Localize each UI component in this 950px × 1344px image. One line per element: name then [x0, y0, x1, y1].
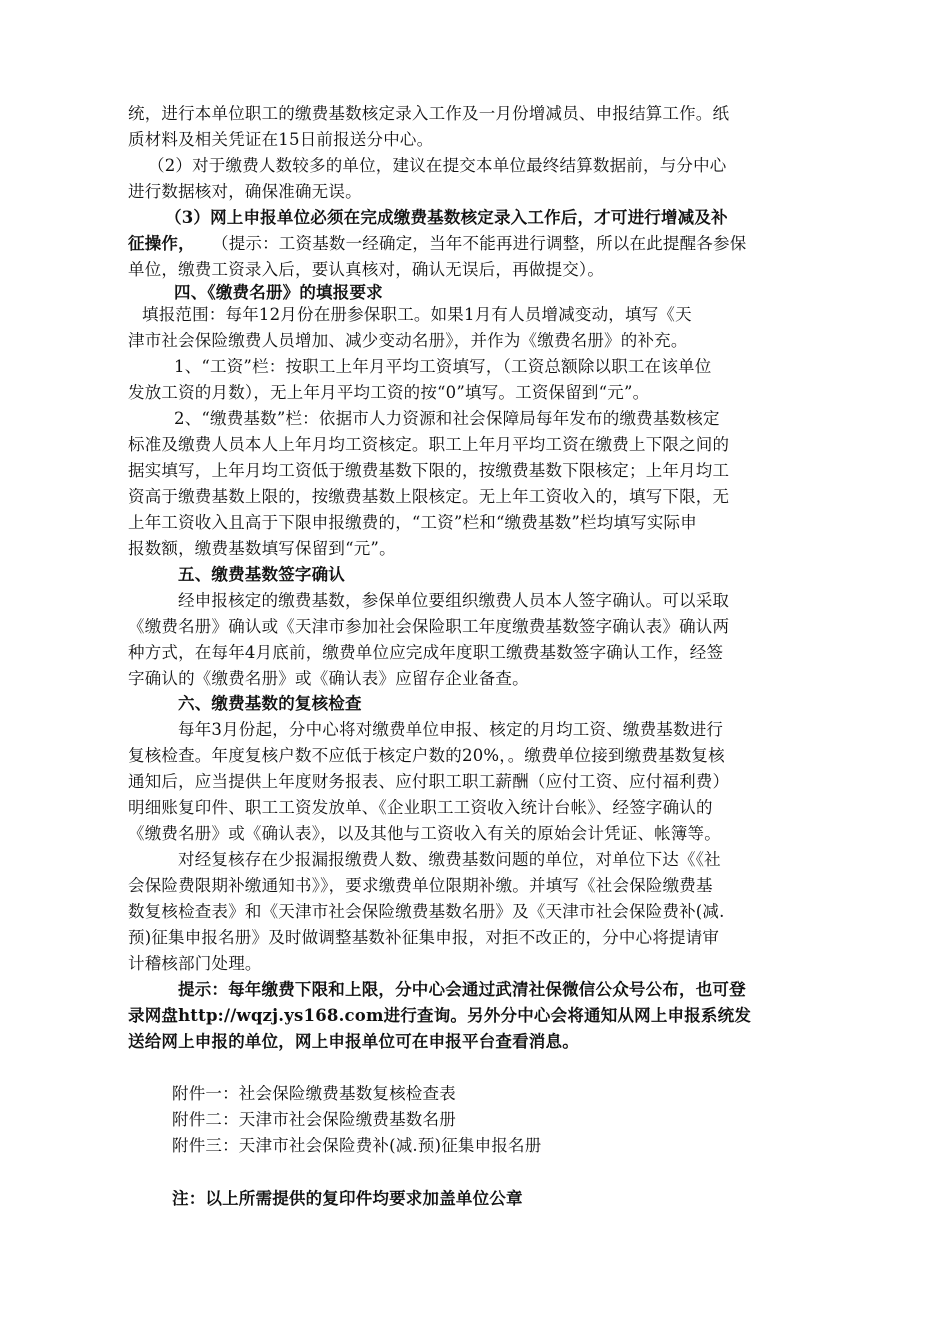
- text-line: 复核检查。年度复核户数不应低于核定户数的20%，。缴费单位接到缴费基数复核: [128, 746, 725, 765]
- text-line: 经申报核定的缴费基数，参保单位要组织缴费人员本人签字确认。可以采取: [178, 591, 730, 610]
- tip-line: 送给网上申报的单位，网上申报单位可在申报平台查看消息。: [128, 1032, 579, 1051]
- text-line: 单位，缴费工资录入后，要认真核对，确认无误后，再做提交）。: [128, 260, 605, 279]
- text-line: 计稽核部门处理。: [128, 954, 262, 973]
- text-line: 填报范围：每年12月份在册参保职工。如果1月有人员增减变动，填写《天: [142, 305, 692, 324]
- text-line: 资高于缴费基数上限的，按缴费基数上限核定。无上年工资收入的，填写下限，无: [128, 487, 730, 506]
- text-line: 会保险费限期补缴通知书》》，要求缴费单位限期补缴。并填写《社会保险缴费基: [128, 876, 713, 895]
- section-heading: 五、缴费基数签字确认: [178, 565, 345, 584]
- text-line: 每年3月份起，分中心将对缴费单位申报、核定的月均工资、缴费基数进行: [178, 720, 724, 739]
- tip-line: 提示：每年缴费下限和上限，分中心会通过武清社保微信公众号公布，也可登: [178, 980, 746, 999]
- section-heading: 六、缴费基数的复核检查: [178, 694, 362, 713]
- text-line: 据实填写，上年月均工资低于缴费基数下限的，按缴费基数下限核定；上年月均工: [128, 461, 730, 480]
- text-line: 《缴费名册》确认或《天津市参加社会保险职工年度缴费基数签字确认表》确认两: [128, 617, 730, 636]
- text-line: 种方式，在每年4月底前，缴费单位应完成年度职工缴费基数签字确认工作，经签: [128, 643, 724, 662]
- text-line: 统，进行本单位职工的缴费基数核定录入工作及一月份增减员、申报结算工作。纸: [128, 104, 730, 123]
- text-line: 发放工资的月数），无上年月平均工资的按“0”填写。工资保留到“元”。: [128, 383, 650, 402]
- section-heading: 四、《缴费名册》的填报要求: [174, 283, 383, 302]
- text-line: （2）对于缴费人数较多的单位，建议在提交本单位最终结算数据前，与分中心: [148, 156, 727, 175]
- text-line: 标准及缴费人员本人上年月均工资核定。职工上年月平均工资在缴费上下限之间的: [128, 435, 730, 454]
- text-line: 明细账复印件、职工工资发放单、《企业职工工资收入统计台帐》、经签字确认的: [128, 798, 713, 817]
- text-line: 《缴费名册》或《确认表》，以及其他与工资收入有关的原始会计凭证、帐簿等。: [128, 824, 721, 843]
- text-line: 字确认的《缴费名册》或《确认表》应留存企业备查。: [128, 669, 529, 688]
- tip-line: 录网盘http://wqzj.ys168.com进行查询。另外分中心会将通知从网上申报系统发: [128, 1006, 752, 1025]
- text-line: 进行数据核对，确保准确无误。: [128, 182, 362, 201]
- text-line: 质材料及相关凭证在15日前报送分中心。: [128, 130, 434, 149]
- text-line: （提示：工资基数一经确定，当年不能再进行调整，所以在此提醒各参保: [212, 234, 747, 253]
- bold-text-line: 征操作，: [128, 234, 195, 253]
- text-line: 报数额，缴费基数填写保留到“元”。: [128, 539, 396, 558]
- text-line: 1、“工资”栏：按职工上年月平均工资填写，（工资总额除以职工在该单位: [174, 357, 712, 376]
- text-line: 对经复核存在少报漏报缴费人数、缴费基数问题的单位，对单位下达《《社: [178, 850, 721, 869]
- bold-text-line: （3）网上申报单位必须在完成缴费基数核定录入工作后，才可进行增减及补: [165, 208, 728, 227]
- text-line: 通知后，应当提供上年度财务报表、应付职工职工薪酬（应付工资、应付福利费）: [128, 772, 730, 791]
- text-line: 上年工资收入且高于下限申报缴费的，“工资”栏和“缴费基数”栏均填写实际申: [128, 513, 697, 532]
- attachment-item: 附件一：社会保险缴费基数复核检查表: [172, 1084, 456, 1103]
- text-line: 2、“缴费基数”栏：依据市人力资源和社会保障局每年发布的缴费基数核定: [174, 409, 720, 428]
- text-line: 预)征集申报名册》及时做调整基数补征集申报，对拒不改正的，分中心将提请审: [128, 928, 720, 947]
- attachment-item: 附件三：天津市社会保险费补(减.预)征集申报名册: [172, 1136, 542, 1155]
- text-line: 津市社会保险缴费人员增加、减少变动名册》，并作为《缴费名册》的补充。: [128, 331, 688, 350]
- note-line: 注：以上所需提供的复印件均要求加盖单位公章: [172, 1189, 523, 1208]
- text-line: 数复核检查表》和《天津市社会保险缴费基数名册》及《天津市社会保险费补(减.: [128, 902, 725, 921]
- attachment-item: 附件二：天津市社会保险缴费基数名册: [172, 1110, 456, 1129]
